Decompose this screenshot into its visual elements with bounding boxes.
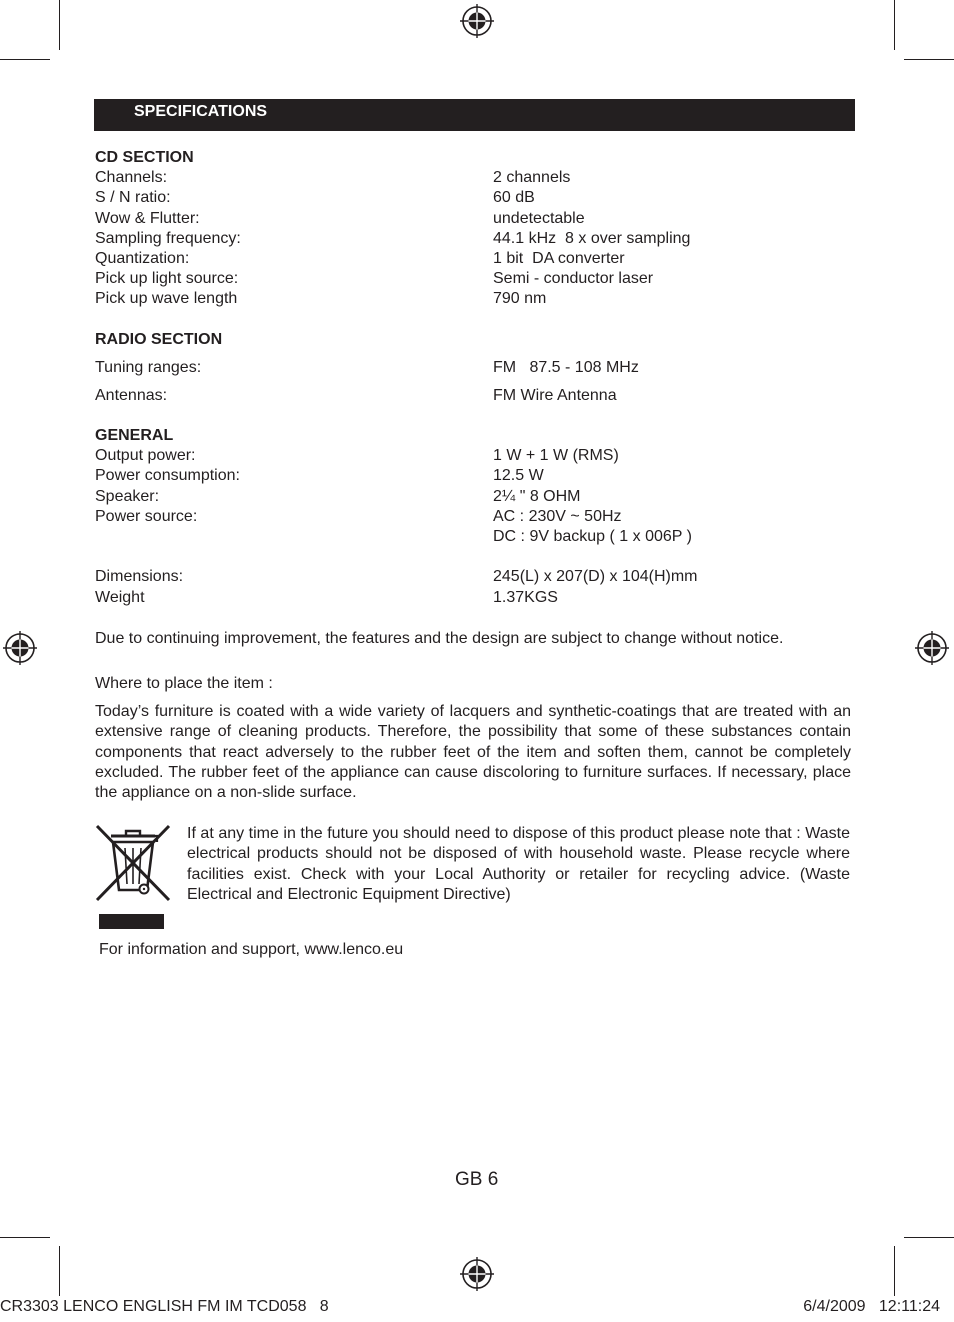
print-slug-left: CR3303 LENCO ENGLISH FM IM TCD058 8 bbox=[0, 1298, 329, 1315]
spec-row bbox=[95, 507, 855, 527]
spec-label: Output power: bbox=[95, 447, 196, 465]
spec-value: AC : 230V ~ 50Hz bbox=[493, 507, 622, 525]
spec-label: Channels: bbox=[95, 169, 168, 187]
spec-label: Quantization: bbox=[95, 249, 190, 267]
spec-row bbox=[95, 567, 855, 587]
support-info: For information and support, www.lenco.eu bbox=[99, 941, 404, 958]
placement-text: Today’s furniture is coated with a wide variety of lacquers and synthetic-coatings that are treated with an extensive range of cleaning products. Therefore, the possibility that some of these substances contain components that react adversely to the rubber feet of the item and soften them, cannot be completely excluded. The rubber feet of the appliance can cause discoloring to furniture surfaces. If necessary, place the appliance on a non-slide surface. bbox=[95, 703, 851, 802]
registration-mark-icon bbox=[460, 4, 494, 38]
crop-mark-top-left-v bbox=[59, 0, 60, 50]
spec-row bbox=[95, 446, 855, 466]
spec-row bbox=[95, 289, 855, 309]
section-header-bar bbox=[94, 99, 855, 131]
spec-label: Tuning ranges: bbox=[95, 359, 202, 377]
weee-disposal-text: If at any time in the future you should need to dispose of this product please note that : Waste electrical products should not be disposed of with household waste. Please recycle where facilities exist. Check with your Local Authority or retailer for recycling advice. (Waste Electrical and Electronic Equipment Directive) bbox=[187, 825, 850, 903]
notice-text: Due to continuing improvement, the features and the design are subject to change without notice. bbox=[95, 630, 784, 647]
spec-row bbox=[95, 588, 855, 608]
spec-label: Pick up light source: bbox=[95, 270, 239, 288]
spec-value: FM Wire Antenna bbox=[493, 387, 617, 405]
spec-row bbox=[95, 168, 855, 188]
spec-row bbox=[95, 188, 855, 208]
crop-mark-top-right-v bbox=[894, 0, 895, 50]
radio-section bbox=[95, 330, 855, 407]
registration-mark-icon bbox=[3, 631, 37, 665]
spec-label: Antennas: bbox=[95, 387, 168, 405]
cd-section bbox=[95, 148, 855, 310]
spec-row bbox=[95, 269, 855, 289]
spec-row bbox=[95, 527, 855, 547]
general-section bbox=[95, 426, 855, 608]
crop-mark-bottom-right-h bbox=[904, 1237, 954, 1238]
spec-row bbox=[95, 487, 855, 507]
spec-value: 44.1 kHz 8 x over sampling bbox=[493, 229, 691, 247]
spec-value: DC : 9V backup ( 1 x 006P ) bbox=[493, 527, 692, 545]
spec-label: Speaker: bbox=[95, 487, 160, 505]
spec-label: Weight bbox=[95, 588, 145, 606]
spec-label: Pick up wave length bbox=[95, 290, 238, 308]
spec-row bbox=[95, 386, 855, 406]
spec-value: 2 channels bbox=[493, 169, 571, 187]
spec-label: Sampling frequency: bbox=[95, 229, 241, 247]
spec-value: Semi - conductor laser bbox=[493, 270, 654, 288]
spec-value: 60 dB bbox=[493, 189, 535, 207]
spec-value: FM 87.5 - 108 MHz bbox=[493, 359, 639, 377]
spec-value: 245(L) x 207(D) x 104(H)mm bbox=[493, 568, 698, 586]
general-section-title: GENERAL bbox=[95, 427, 174, 444]
placement-heading: Where to place the item : bbox=[95, 675, 273, 692]
spec-row bbox=[95, 249, 855, 269]
spec-value: 2¼ " 8 OHM bbox=[493, 487, 581, 505]
spec-row bbox=[95, 466, 855, 486]
spec-row bbox=[95, 209, 855, 229]
registration-mark-icon bbox=[460, 1257, 494, 1291]
spec-row bbox=[95, 229, 855, 249]
crop-mark-top-right-h bbox=[904, 59, 954, 60]
spec-label: Power source: bbox=[95, 507, 198, 525]
spec-row bbox=[95, 358, 855, 378]
spec-label: Power consumption: bbox=[95, 467, 240, 485]
registration-mark-icon bbox=[915, 631, 949, 665]
print-slug-right: 6/4/2009 12:11:24 bbox=[803, 1298, 940, 1315]
cd-section-title: CD SECTION bbox=[95, 149, 194, 166]
spec-label: Wow & Flutter: bbox=[95, 209, 200, 227]
spec-value: 1 W + 1 W (RMS) bbox=[493, 447, 619, 465]
crossed-out-wheelie-bin-icon bbox=[95, 822, 171, 930]
crop-mark-bottom-right-v bbox=[894, 1246, 895, 1296]
page-number: GB 6 bbox=[455, 1169, 499, 1190]
spec-label: Dimensions: bbox=[95, 568, 184, 586]
spec-value: 1.37KGS bbox=[493, 588, 558, 606]
radio-section-title: RADIO SECTION bbox=[95, 331, 223, 348]
spec-value: 790 nm bbox=[493, 290, 547, 308]
crop-mark-top-left-h bbox=[0, 59, 50, 60]
crop-mark-bottom-left-v bbox=[59, 1246, 60, 1296]
crop-mark-bottom-left-h bbox=[0, 1237, 50, 1238]
section-header-title: SPECIFICATIONS bbox=[134, 103, 268, 120]
spec-value: 12.5 W bbox=[493, 467, 544, 485]
spec-value: 1 bit DA converter bbox=[493, 249, 625, 267]
spec-label: S / N ratio: bbox=[95, 189, 171, 207]
spec-value: undetectable bbox=[493, 209, 585, 227]
